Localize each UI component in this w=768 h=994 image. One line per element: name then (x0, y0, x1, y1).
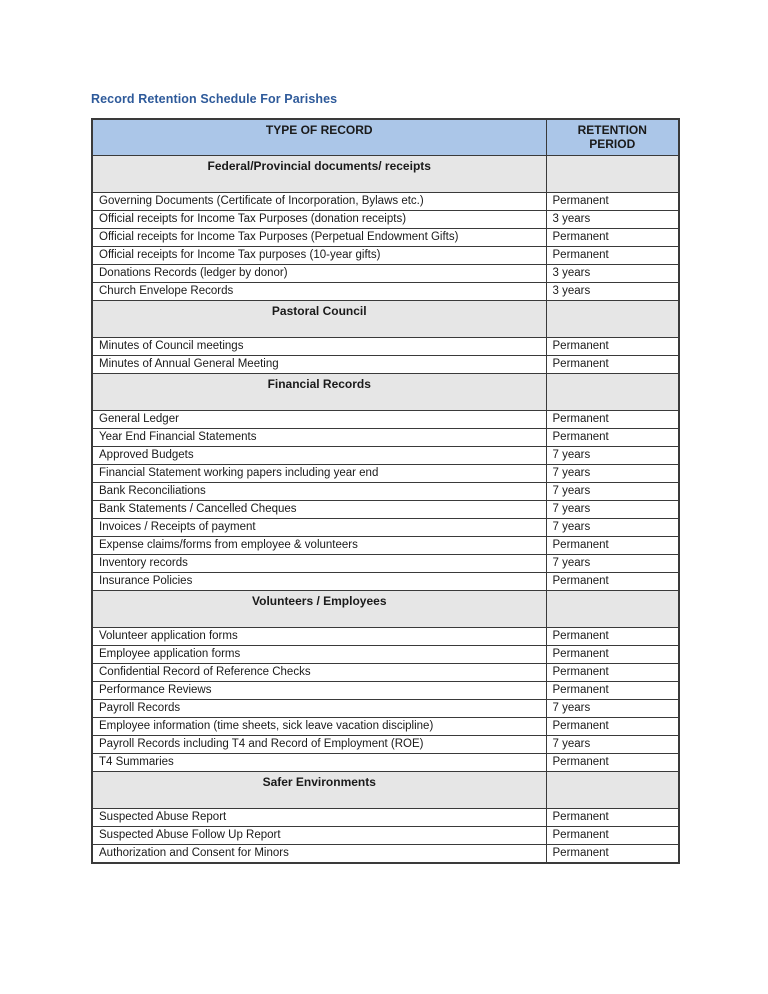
record-type-cell: Governing Documents (Certificate of Incorporation, Bylaws etc.) (92, 193, 546, 211)
retention-period-cell: 7 years (546, 465, 679, 483)
table-row (92, 338, 679, 356)
table-row (92, 718, 679, 736)
record-type-cell: Performance Reviews (92, 682, 546, 700)
table-row (92, 411, 679, 429)
table-row (92, 809, 679, 827)
retention-period-cell: Permanent (546, 229, 679, 247)
section-empty-cell (546, 591, 679, 628)
record-type-cell: Insurance Policies (92, 573, 546, 591)
table-row (92, 447, 679, 465)
record-type-cell: Employee application forms (92, 646, 546, 664)
table-row (92, 700, 679, 718)
table-row (92, 211, 679, 229)
page-title: Record Retention Schedule For Parishes (91, 92, 338, 106)
section-header-row (92, 301, 679, 338)
record-type-cell: T4 Summaries (92, 754, 546, 772)
record-type-cell: Official receipts for Income Tax Purposes (Perpetual Endowment Gifts) (92, 229, 546, 247)
section-empty-cell (546, 301, 679, 338)
retention-period-cell: 7 years (546, 483, 679, 501)
retention-schedule-table (91, 118, 680, 864)
section-header-row (92, 156, 679, 193)
table-row (92, 573, 679, 591)
retention-period-cell: 7 years (546, 501, 679, 519)
record-type-cell: Bank Reconciliations (92, 483, 546, 501)
retention-period-cell: Permanent (546, 718, 679, 736)
table-row (92, 265, 679, 283)
table-row (92, 736, 679, 754)
column-header-retention-period (546, 119, 679, 156)
record-type-cell: Suspected Abuse Report (92, 809, 546, 827)
retention-period-cell: 7 years (546, 519, 679, 537)
retention-period-cell: 3 years (546, 265, 679, 283)
table-row (92, 356, 679, 374)
table-row (92, 483, 679, 501)
section-title: Volunteers / Employees (92, 591, 546, 628)
table-row (92, 247, 679, 265)
retention-period-cell: Permanent (546, 646, 679, 664)
table-row (92, 827, 679, 845)
section-empty-cell (546, 772, 679, 809)
table-row (92, 193, 679, 211)
column-header-type-of-record: TYPE OF RECORD (92, 119, 546, 156)
section-header-row (92, 591, 679, 628)
retention-period-cell: Permanent (546, 356, 679, 374)
table-row (92, 537, 679, 555)
retention-table-body (92, 156, 679, 864)
record-type-cell: Payroll Records including T4 and Record of Employment (ROE) (92, 736, 546, 754)
section-title: Safer Environments (92, 772, 546, 809)
table-row (92, 628, 679, 646)
record-type-cell: Inventory records (92, 555, 546, 573)
retention-period-cell: Permanent (546, 845, 679, 864)
retention-period-cell: Permanent (546, 827, 679, 845)
table-row (92, 229, 679, 247)
retention-period-cell: 7 years (546, 447, 679, 465)
column-header-retention-period-label: RETENTION PERIOD (577, 123, 647, 151)
table-row (92, 519, 679, 537)
table-row (92, 501, 679, 519)
record-type-cell: Church Envelope Records (92, 283, 546, 301)
record-type-cell: Authorization and Consent for Minors (92, 845, 546, 864)
section-empty-cell (546, 156, 679, 193)
retention-period-cell: Permanent (546, 411, 679, 429)
retention-period-cell: Permanent (546, 573, 679, 591)
record-type-cell: Official receipts for Income Tax purposes (10-year gifts) (92, 247, 546, 265)
record-type-cell: Expense claims/forms from employee & volunteers (92, 537, 546, 555)
record-type-cell: Official receipts for Income Tax Purposes (donation receipts) (92, 211, 546, 229)
table-row (92, 555, 679, 573)
table-row (92, 682, 679, 700)
retention-period-cell: Permanent (546, 193, 679, 211)
retention-period-cell: Permanent (546, 537, 679, 555)
record-type-cell: Employee information (time sheets, sick leave vacation discipline) (92, 718, 546, 736)
retention-period-cell: 3 years (546, 211, 679, 229)
table-row (92, 465, 679, 483)
table-row (92, 646, 679, 664)
retention-period-cell: 7 years (546, 736, 679, 754)
record-type-cell: Minutes of Annual General Meeting (92, 356, 546, 374)
table-row (92, 845, 679, 864)
section-header-row (92, 772, 679, 809)
retention-period-cell: Permanent (546, 664, 679, 682)
retention-period-cell: Permanent (546, 338, 679, 356)
table-row (92, 283, 679, 301)
retention-period-cell: 7 years (546, 555, 679, 573)
section-title: Financial Records (92, 374, 546, 411)
retention-period-cell: 3 years (546, 283, 679, 301)
document-page (91, 92, 678, 864)
record-type-cell: Payroll Records (92, 700, 546, 718)
section-empty-cell (546, 374, 679, 411)
section-header-row (92, 374, 679, 411)
retention-period-cell: Permanent (546, 429, 679, 447)
record-type-cell: Invoices / Receipts of payment (92, 519, 546, 537)
section-title: Pastoral Council (92, 301, 546, 338)
retention-period-cell: Permanent (546, 809, 679, 827)
record-type-cell: Bank Statements / Cancelled Cheques (92, 501, 546, 519)
table-row (92, 429, 679, 447)
table-row (92, 664, 679, 682)
record-type-cell: Suspected Abuse Follow Up Report (92, 827, 546, 845)
record-type-cell: General Ledger (92, 411, 546, 429)
retention-period-cell: Permanent (546, 247, 679, 265)
record-type-cell: Financial Statement working papers including year end (92, 465, 546, 483)
record-type-cell: Confidential Record of Reference Checks (92, 664, 546, 682)
record-type-cell: Year End Financial Statements (92, 429, 546, 447)
table-row (92, 754, 679, 772)
retention-period-cell: Permanent (546, 628, 679, 646)
record-type-cell: Donations Records (ledger by donor) (92, 265, 546, 283)
section-title: Federal/Provincial documents/ receipts (92, 156, 546, 193)
retention-period-cell: Permanent (546, 682, 679, 700)
retention-period-cell: 7 years (546, 700, 679, 718)
retention-period-cell: Permanent (546, 754, 679, 772)
record-type-cell: Minutes of Council meetings (92, 338, 546, 356)
table-header-row (92, 119, 679, 156)
record-type-cell: Approved Budgets (92, 447, 546, 465)
record-type-cell: Volunteer application forms (92, 628, 546, 646)
